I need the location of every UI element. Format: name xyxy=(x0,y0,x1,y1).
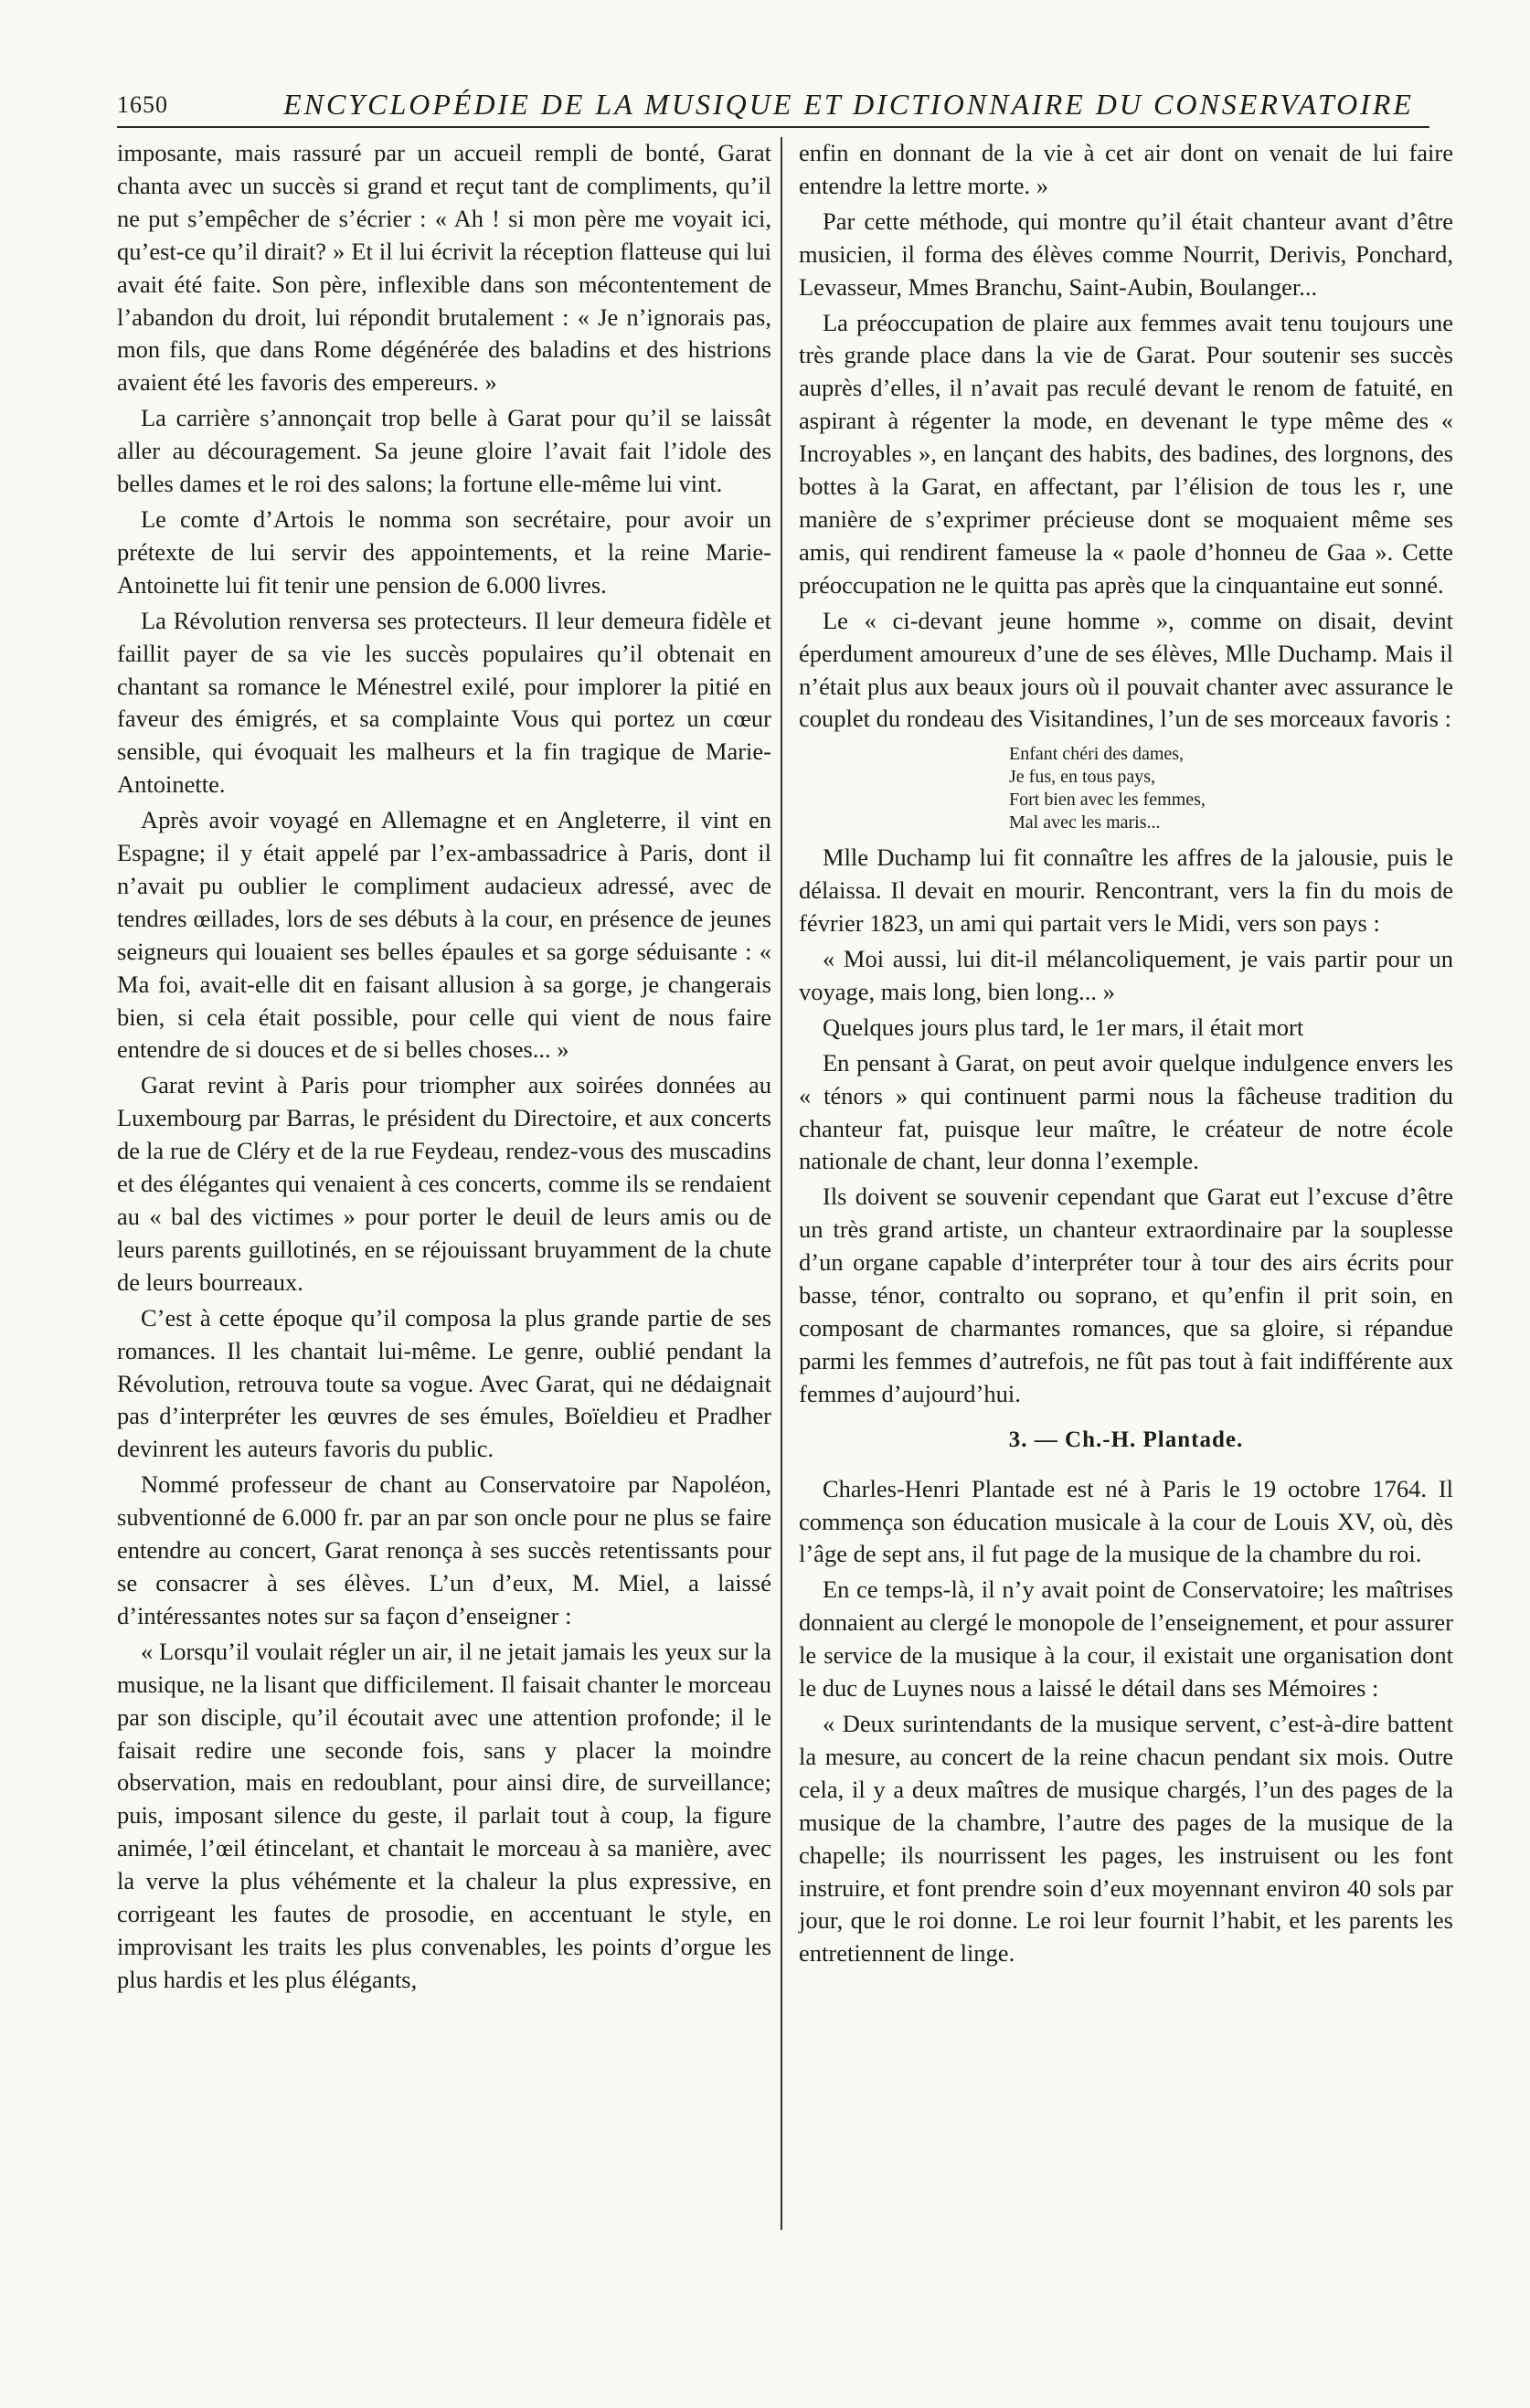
paragraph: Quelques jours plus tard, le 1er mars, il était mort xyxy=(823,1013,1304,1041)
paragraph: enfin en donnant de la vie à cet air dont on venait de lui faire entendre la lettre morte. » xyxy=(799,139,1453,199)
paragraph: C’est à cette époque qu’il composa la plus grande partie de ses romances. Il les chantait lui-même. Le genre, oublié pendant la Révolution, retrouva toute sa vogue. Avec Garat, qui ne dédaignait pas d’interpréter les œuvres de ses émules, Boïeldieu et Pradher devinrent les auteurs favoris du public. xyxy=(117,1303,771,1463)
page-number: 1650 xyxy=(117,91,168,118)
paragraph: Après avoir voyagé en Allemagne et en Angleterre, il vint en Espagne; il y était appelé par l’ex-ambassadrice à Paris, dont il n’avait pu oublier le compliment audacieux adressé, avec de tendres œillades, lors de ses débuts à la cour, en présence de jeunes seigneurs qui louaient ses belles épaules et sa gorge séduisante : « Ma foi, avait-elle dit en faisant allusion à sa gorge, je changerais bien, si cela était possible, pour celle qui vient de nous faire entendre de si douces et de si belles choses... » xyxy=(117,806,771,1064)
paragraph: Par cette méthode, qui montre qu’il était chanteur avant d’être musicien, il forma des élèves comme Nourrit, Derivis, Ponchard, Levasseur, Mmes Branchu, Saint-Aubin, Boulanger... xyxy=(799,207,1453,301)
paragraph: « Moi aussi, lui dit-il mélancoliquement, je vais partir pour un voyage, mais long, bien long... » xyxy=(799,945,1453,1005)
paragraph: « Lorsqu’il voulait régler un air, il ne jetait jamais les yeux sur la musique, ne la lisant que difficilement. Il faisait chanter le morceau par son disciple, qu’il écoutait avec une attention profonde; il le faisait redire une seconde fois, sans y placer la moindre observation, mais en redoublant, pour ainsi dire, de surveillance; puis, imposant silence du geste, il parlait tout à coup, la figure animée, l’œil étincelant, et chantait le morceau à sa manière, avec la verve la plus véhémente et la chaleur la plus expressive, en corrigeant les fautes de prosodie, en accentuant le style, en improvisant les traits les plus convenables, les points d’orgue les plus hardis et les plus élégants, xyxy=(117,1637,771,1993)
section-heading: 3. — Ch.-H. Plantade. xyxy=(1008,1427,1244,1452)
paragraph: La carrière s’annonçait trop belle à Garat pour qu’il se laissât aller au découragement. Sa jeune gloire l’avait fait l’idole des belles dames et le roi des salons; la fortune elle-même lui vint. xyxy=(117,404,771,498)
column-divider xyxy=(781,137,782,2230)
paragraph: En pensant à Garat, on peut avoir quelque indulgence envers les « ténors » qui continuent parmi nous la fâcheuse tradition du chanteur fat, puisque leur maître, le créateur de notre école nationale de chant, leur donna l’exemple. xyxy=(799,1048,1453,1175)
verse-line: Je fus, en tous pays, xyxy=(1009,767,1155,788)
paragraph: « Deux surintendants de la musique servent, c’est-à-dire battent la mesure, au concert de la reine chacun pendant six mois. Outre cela, il y a deux maîtres de musique chargés, l’un des pages de la musique de la chambre, l’autre des pages de la musique de la chapelle; ils nourrissent les pages, les instruisent ou les font instruire, et font prendre soin d’eux moyennant environ 40 sols par jour, que le roi donne. Le roi leur fournit l’habit, et les parents les entretiennent de linge. xyxy=(799,1709,1453,1968)
paragraph: La préoccupation de plaire aux femmes avait tenu toujours une très grande place dans la vie de Garat. Pour soutenir ses succès auprès d’elles, il n’avait pas reculé devant le renom de fatuité, en aspirant à régenter la mode, en devenant le type même des « Incroyables », en lançant des habits, des badines, des lorgnons, des bottes à la Garat, en affectant, par l’élision de tous les r, une manière de s’exprimer précieuse dont se moquaient même ses amis, qui rendirent fameuse la « paole d’honneu de Gaa ». Cette préoccupation ne le quitta pas après que la cinquantaine eut sonné. xyxy=(799,308,1453,599)
paragraph: Nommé professeur de chant au Conservatoire par Napoléon, subventionné de 6.000 fr. par an par son oncle pour ne plus se faire entendre au concert, Garat renonça à ses succès retentissants pour se consacrer à ses élèves. L’un d’eux, M. Miel, a laissé d’intéressantes notes sur sa façon d’enseigner : xyxy=(117,1470,771,1629)
paragraph: Ils doivent se souvenir cependant que Garat eut l’excuse d’être un très grand artiste, un chanteur extraordinaire par la souplesse d’un organe capable d’interpréter tour à tour des airs écrits pour basse, ténor, contralto ou soprano, et qu’enfin il prit soin, en composant de charmantes romances, que sa gloire, si répandue parmi les femmes d’autrefois, ne fût pas tout à fait indifférente aux femmes d’aujourd’hui. xyxy=(799,1183,1453,1407)
paragraph: Garat revint à Paris pour triompher aux soirées données au Luxembourg par Barras, le président du Directoire, et aux concerts de la rue de Cléry et de la rue Feydeau, rendez-vous des muscadins et des élégantes qui venaient à ces concerts, comme ils se rendaient au « bal des victimes » pour porter le deuil de leurs amis ou de leurs parents guillotinés, en se réjouissant bruyamment de la chute de leurs bourreaux. xyxy=(117,1071,771,1296)
running-head xyxy=(117,86,1429,128)
paragraph: La Révolution renversa ses protecteurs. Il leur demeura fidèle et faillit payer de sa vie les succès populaires qu’il obtenait en chantant sa romance le Ménestrel exilé, pour implorer la pitié en faveur des émigrés, et sa complainte Vous qui portez un cœur sensible, qui évoquait les malheurs et la fin tragique de Marie-Antoinette. xyxy=(117,606,771,799)
running-title: ENCYCLOPÉDIE DE LA MUSIQUE ET DICTIONNAIRE DU CONSERVATOIRE xyxy=(283,88,1414,121)
paragraph: Le comte d’Artois le nomma son secrétaire, pour avoir un prétexte de lui servir des appointements, et la reine Marie-Antoinette lui fit tenir une pension de 6.000 livres. xyxy=(117,504,771,599)
paragraph: Le « ci-devant jeune homme », comme on disait, devint éperdument amoureux d’une de ses élèves, Mlle Duchamp. Mais il n’était plus aux beaux jours où il pouvait chanter avec assurance le couplet du rondeau des Visitandines, l’un de ses morceaux favoris : xyxy=(799,606,1453,733)
verse-line: Mal avec les maris... xyxy=(1009,812,1161,833)
paragraph: Mlle Duchamp lui fit connaître les affres de la jalousie, puis le délaissa. Il devait en mourir. Rencontrant, vers la fin du mois de février 1823, un ami qui partait vers le Midi, vers son pays : xyxy=(799,843,1453,938)
left-column xyxy=(117,137,771,2000)
verse-line: Enfant chéri des dames, xyxy=(1009,744,1185,765)
verse-quote xyxy=(1009,743,1453,834)
right-column xyxy=(799,137,1453,1973)
verse-line: Fort bien avec les femmes, xyxy=(1009,790,1206,811)
paragraph: En ce temps-là, il n’y avait point de Conservatoire; les maîtrises donnaient au clergé le monopole de l’enseignement, et pour assurer le service de la musique à la cour, il existait une organisation dont le duc de Luynes nous a laissé le détail dans ses Mémoires : xyxy=(799,1575,1453,1703)
paragraph: imposante, mais rassuré par un accueil rempli de bonté, Garat chanta avec un succès si grand et reçut tant de compliments, qu’il ne put s’empêcher de s’écrier : « Ah ! si mon père me voyait ici, qu’est-ce qu’il dirait? » Et il lui écrivit la réception flatteuse qui lui avait été faite. Son père, inflexible dans son mécontentement de l’abandon du droit, lui répondit brutalement : « Je n’ignorais pas, mon fils, que dans Rome dégénérée des baladins et des histrions avaient été les favoris des empereurs. » xyxy=(117,139,771,397)
paragraph: Charles-Henri Plantade est né à Paris le 19 octobre 1764. Il commença son éducation musicale à la cour de Louis XV, où, dès l’âge de sept ans, il fut page de la musique de la chambre du roi. xyxy=(799,1474,1453,1568)
